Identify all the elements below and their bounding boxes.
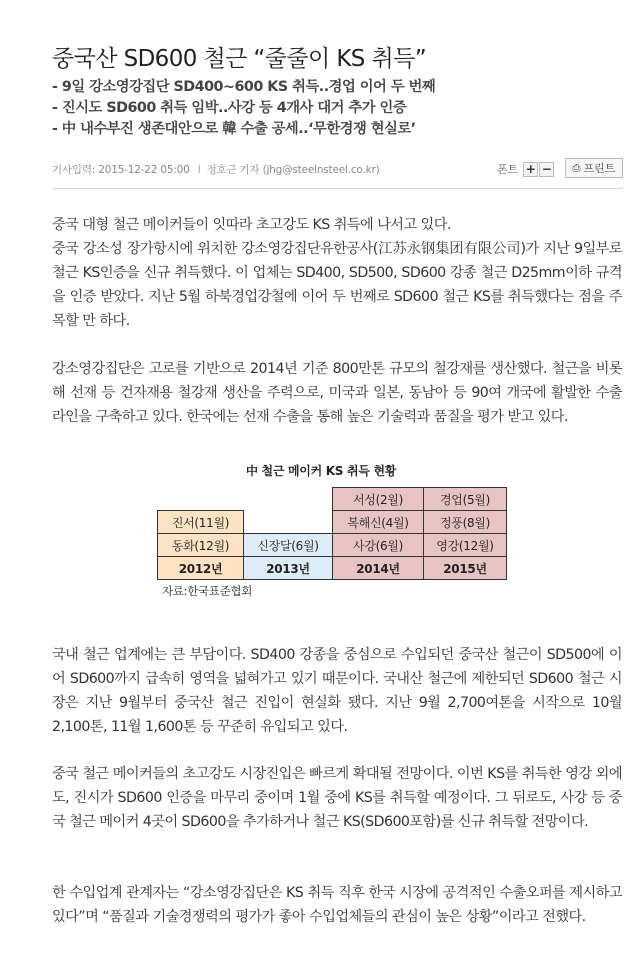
print-label: 프린트 <box>583 162 616 175</box>
article-meta <box>52 158 622 180</box>
article-paragraph: 중국 대형 철근 메이커들이 잇따라 초고강도 KS 취득에 나서고 있다. <box>52 217 451 233</box>
table-cell: 영강(12월) <box>423 533 507 557</box>
article-paragraph: 중국 강소성 장가항시에 위치한 강소영강집단유한공사(江苏永钢集团有限公司)가 지난 9일부로 철근 KS인증을 신규 취득했다. 이 업체는 SD400, SD500, SD600 강종 철근 D25mm이하 규격을 인증 받았다. 지난 5월 하북경업강철에 이어 두 번째로 SD600 철근 KS를 취득했다는 점을 주목할 만 하다. <box>52 241 622 329</box>
header-divider <box>52 188 622 189</box>
table-cell: 동화(12월) <box>157 533 244 557</box>
table-year-header: 2015년 <box>423 556 507 580</box>
printer-icon: ⎙ <box>572 162 581 174</box>
meta-separator: I <box>197 164 201 176</box>
article-paragraph: 강소영강집단은 고로를 기반으로 2014년 기준 800만톤 규모의 철강재를 생산했다. 철근을 비롯해 선재 등 건자재용 철강재 생산을 주력으로, 미국과 일본, 동남아 등 90여 개국에 활발한 수출 라인을 구축하고 있다. 한국에는 선재 수출을 통해 높은 기술력과 품질을 평가 받고 있다. <box>52 361 622 425</box>
subtitle-line: - 9일 강소영강집단 SD400~600 KS 취득..경업 이어 두 번째 <box>52 79 436 95</box>
font-increase-button[interactable]: + <box>523 162 538 177</box>
article-paragraph: 중국 철근 메이커들의 초고강도 시장진입은 빠르게 확대될 전망이다. 이번 KS를 취득한 영강 외에도, 진시가 SD600 인증을 마무리 중이며 1월 중에 KS를 취득할 예정이다. 그 뒤로도, 사강 등 중국 철근 메이커 4곳이 SD600을 추가하거나 철근 KS(SD600포함)를 신규 취득할 전망이다. <box>52 766 622 830</box>
font-label: 폰트 <box>497 163 519 176</box>
article-subtitles <box>52 77 435 140</box>
table-title: 中 철근 메이커 KS 취득 현황 <box>245 464 397 478</box>
subtitle-line: - 中 내수부진 생존대안으로 韓 수출 공세..‘무한경쟁 현실로’ <box>52 121 416 137</box>
published-date: 기사입력: 2015-12-22 05:00 <box>52 164 190 176</box>
article-paragraph: 국내 철근 업계에는 큰 부담이다. SD400 강종을 중심으로 수입되던 중국산 철근이 SD500에 이어 SD600까지 급속히 영역을 넓혀가고 있기 때문이다. 국내산 철근에 제한되던 SD600 철근 시장은 지난 9월부터 중국산 철근 진입이 현실화 됐다. 지난 9월 2,700여톤을 시작으로 10월 2,100톤, 11월 1,600톤 등 꾸준히 유입되고 있다. <box>52 647 622 735</box>
table-cell: 사강(6월) <box>332 533 424 557</box>
font-decrease-button[interactable]: − <box>539 162 554 177</box>
table-year-header: 2012년 <box>157 556 244 580</box>
print-button[interactable] <box>565 158 623 178</box>
article-title: 중국산 SD600 철근 “줄줄이 KS 취득” <box>52 46 427 72</box>
reporter-info: 정호근 기자 (jhg@steelnsteel.co.kr) <box>206 164 380 176</box>
table-year-header: 2014년 <box>332 556 424 580</box>
table-cell: 신장달(6월) <box>243 533 333 557</box>
subtitle-line: - 진시도 SD600 취득 임박..사강 등 4개사 대거 추가 인증 <box>52 100 407 116</box>
table-cell: 진서(11월) <box>157 510 244 534</box>
font-size-control <box>497 161 554 177</box>
table-cell: 경업(5월) <box>423 487 507 511</box>
article-paragraph: 한 수입업계 관계자는 “강소영강집단은 KS 취득 직후 한국 시장에 공격적인 수출오퍼를 제시하고 있다”며 “품질과 기술경쟁력의 평가가 좋아 수입업체들의 관심이 높은 상황”이라고 전했다. <box>52 885 622 925</box>
table-cell: 정풍(8월) <box>423 510 507 534</box>
table-source: 자료:한국표준협회 <box>162 584 253 598</box>
table-cell: 서성(2월) <box>332 487 424 511</box>
table-cell: 복해신(4월) <box>332 510 424 534</box>
table-year-header: 2013년 <box>243 556 333 580</box>
